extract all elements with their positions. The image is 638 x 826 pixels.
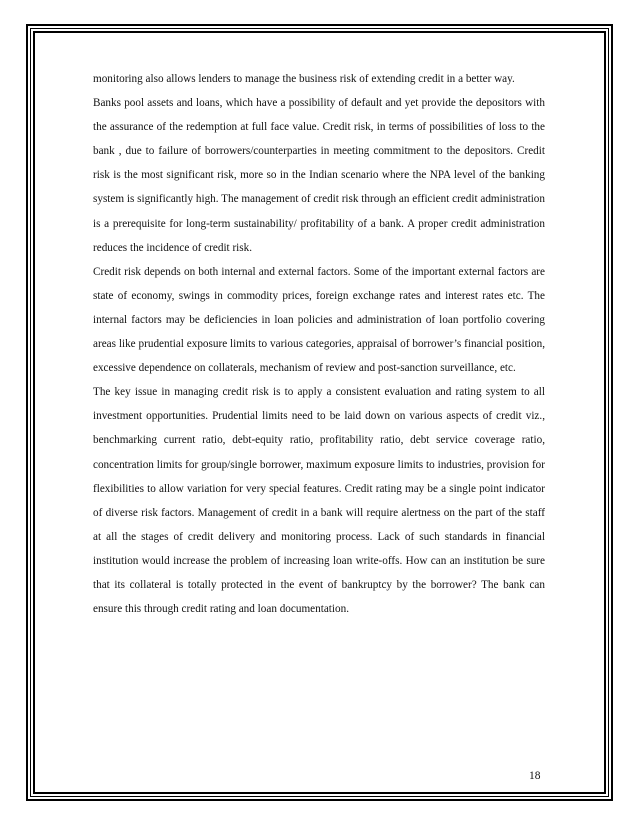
page-number: 18 (529, 770, 541, 782)
body-text (93, 67, 545, 621)
paragraph-credit-risk-factors: Credit risk depends on both internal and external factors. Some of the important external factors are state of economy, swings in commodity prices, foreign exchange rates and interest rates etc. The internal factors may be deficiencies in loan policies and administration of loan portfolio covering areas like prudential exposure limits to various categories, appraisal of borrower’s financial position, excessive dependence on collaterals, mechanism of review and post-sanction surveillance, etc. (93, 265, 545, 375)
paragraph-key-issue: The key issue in managing credit risk is to apply a consistent evaluation and rating system to all investment opportunities. Prudential limits need to be laid down on various aspects of credit viz., benchmarking current ratio, debt-equity ratio, profitability ratio, debt service coverage ratio, concentration limits for group/single borrower, maximum exposure limits to industries, provision for flexibilities to allow variation for very special features. Credit rating may be a single point indicator of diverse risk factors. Management of credit in a bank will require alertness on the part of the staff at all the stages of credit delivery and monitoring process. Lack of such standards in financial institution would increase the problem of increasing loan write-offs. How can an institution be sure that its collateral is totally protected in the event of bankruptcy by the borrower? The bank can ensure this through credit rating and loan documentation. (93, 386, 545, 616)
paragraph-banks-pool-assets: Banks pool assets and loans, which have a possibility of default and yet provide the depositors with the assurance of the redemption at full face value. Credit risk, in terms of possibilities of loss to the bank , due to failure of borrowers/counterparties in meeting commitment to the depositors. Credit risk is the most significant risk, more so in the Indian scenario where the NPA level of the banking system is significantly high. The management of credit risk through an efficient credit administration is a prerequisite for long-term sustainability/ profitability of a bank. A proper credit administration reduces the incidence of credit risk. (93, 97, 545, 254)
paragraph-monitoring: monitoring also allows lenders to manage the business risk of extending credit in a better way. (93, 73, 515, 85)
